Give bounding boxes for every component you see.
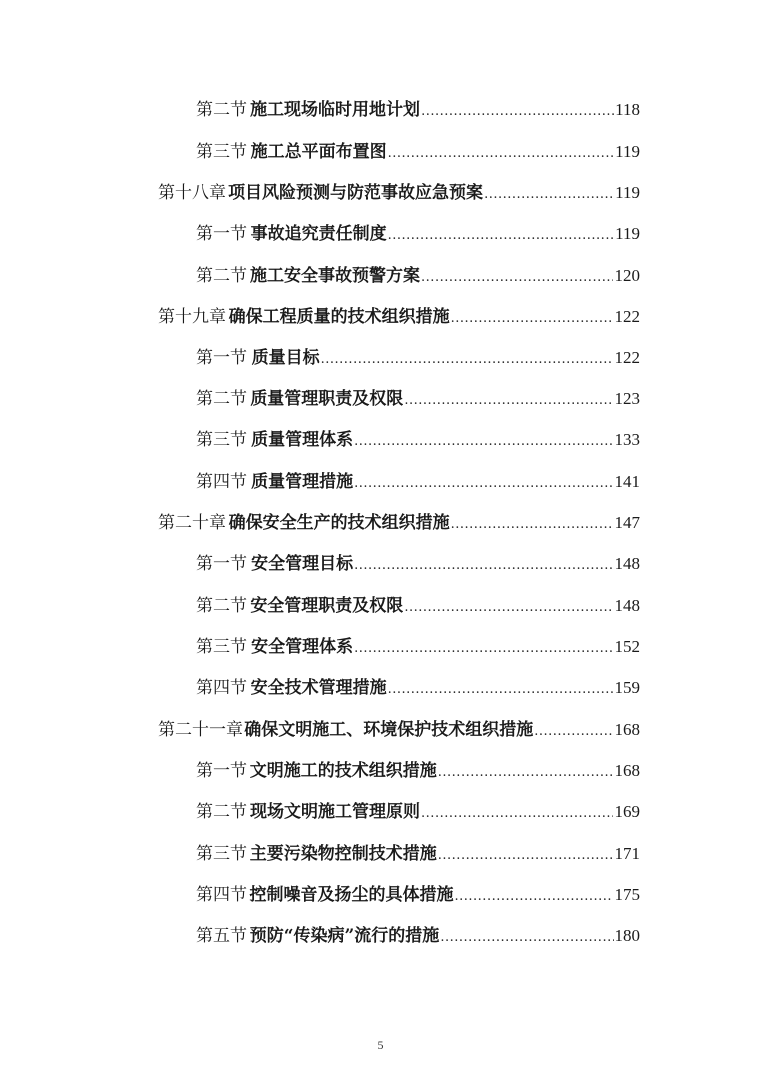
dot-leader <box>438 760 614 786</box>
toc-entry-number: 第三节 <box>196 430 247 450</box>
toc-entry[interactable] <box>196 386 640 412</box>
toc-entry[interactable] <box>196 593 640 619</box>
toc-chapter-entry[interactable] <box>158 304 640 330</box>
toc-entry-page: 169 <box>614 802 640 821</box>
toc-entry[interactable] <box>196 923 640 949</box>
dot-leader <box>484 182 614 208</box>
dot-leader <box>451 306 614 332</box>
toc-entry-number: 第二节 <box>196 100 247 120</box>
toc-entry-number: 第三节 <box>196 142 247 162</box>
dot-leader <box>421 265 613 291</box>
toc-entry-page: 141 <box>614 472 640 491</box>
toc-entry-page: 175 <box>614 885 640 904</box>
toc-entry-page: 180 <box>614 926 640 945</box>
toc-entry-number: 第十八章 <box>158 183 226 203</box>
dot-leader <box>354 429 613 455</box>
dot-leader <box>404 388 613 414</box>
dot-leader <box>451 512 614 538</box>
toc-chapter-entry[interactable] <box>158 717 640 743</box>
dot-leader <box>388 677 614 703</box>
toc-entry[interactable] <box>196 263 640 289</box>
toc-entry-title: 施工现场临时用地计划 <box>250 100 421 120</box>
toc-entry-number: 第一节 <box>196 348 247 368</box>
toc-chapter-entry[interactable] <box>158 510 640 536</box>
toc-entry-number: 第三节 <box>196 844 247 864</box>
toc-entry-page: 122 <box>614 307 640 326</box>
toc-entry-title: 施工总平面布置图 <box>250 142 387 162</box>
toc-entry-page: 159 <box>614 678 640 697</box>
toc-entry-page: 119 <box>615 142 640 161</box>
toc-entry-title: 确保安全生产的技术组织措施 <box>228 513 450 533</box>
page-number: 5 <box>377 1038 384 1052</box>
toc-entry-page: 119 <box>615 183 640 202</box>
toc-entry[interactable] <box>196 758 640 784</box>
toc-entry-number: 第二节 <box>196 802 247 822</box>
toc-entry-page: 119 <box>615 224 640 243</box>
dot-leader <box>534 719 613 745</box>
toc-entry-number: 第二节 <box>196 389 247 409</box>
toc-entry[interactable] <box>196 841 640 867</box>
dot-leader <box>421 801 613 827</box>
dot-leader <box>421 99 614 125</box>
toc-entry-number: 第四节 <box>196 885 247 905</box>
toc-entry-page: 122 <box>614 348 640 367</box>
dot-leader <box>354 471 613 497</box>
toc-entry-page: 148 <box>614 554 640 573</box>
toc-entry-page: 168 <box>614 761 640 780</box>
dot-leader <box>321 347 614 373</box>
dot-leader <box>440 925 613 951</box>
toc-entry-number: 第一节 <box>196 554 247 574</box>
toc-entry-title: 质量目标 <box>251 348 320 368</box>
toc-chapter-entry[interactable] <box>158 180 640 206</box>
toc-entry-number: 第十九章 <box>158 307 226 327</box>
toc-entry-title: 安全管理职责及权限 <box>250 596 404 616</box>
toc-entry-title: 质量管理体系 <box>251 430 354 450</box>
toc-entry-number: 第二节 <box>196 596 247 616</box>
toc-entry-page: 152 <box>614 637 640 656</box>
toc-entry-title: 安全管理体系 <box>251 637 354 657</box>
toc-entry-title: 安全技术管理措施 <box>250 678 387 698</box>
toc-entry-number: 第五节 <box>196 926 247 946</box>
toc-entry-number: 第一节 <box>196 761 247 781</box>
toc-entry[interactable] <box>196 97 640 123</box>
toc-entry-number: 第二十一章 <box>158 720 243 740</box>
toc-entry-page: 120 <box>614 266 640 285</box>
dot-leader <box>404 595 613 621</box>
toc-entry-title: 质量管理措施 <box>251 472 354 492</box>
toc-entry-title: 确保工程质量的技术组织措施 <box>228 307 450 327</box>
dot-leader <box>354 553 613 579</box>
dot-leader <box>354 636 613 662</box>
toc-entry[interactable] <box>196 799 640 825</box>
toc-entry[interactable] <box>196 634 640 660</box>
dot-leader <box>455 884 614 910</box>
toc-entry-title: 预防“传染病”流行的措施 <box>249 926 440 946</box>
toc-entry[interactable] <box>196 882 640 908</box>
dot-leader <box>388 141 615 167</box>
toc-entry[interactable] <box>196 469 640 495</box>
toc-entry-title: 项目风险预测与防范事故应急预案 <box>228 183 484 203</box>
toc-entry-page: 171 <box>614 844 640 863</box>
toc-entry-page: 133 <box>614 430 640 449</box>
toc-entry-page: 168 <box>614 720 640 739</box>
toc-entry-number: 第三节 <box>196 637 247 657</box>
toc-entry[interactable] <box>196 139 640 165</box>
toc-entry-title: 确保文明施工、环境保护技术组织措施 <box>244 720 534 740</box>
toc-entry-title: 主要污染物控制技术措施 <box>249 844 437 864</box>
toc-entry-number: 第二节 <box>196 266 247 286</box>
toc-entry-number: 第二十章 <box>158 513 226 533</box>
toc-entry-title: 质量管理职责及权限 <box>250 389 404 409</box>
dot-leader <box>388 223 615 249</box>
toc-entry-title: 安全管理目标 <box>251 554 354 574</box>
toc-entry-title: 文明施工的技术组织措施 <box>249 761 437 781</box>
toc-entry[interactable] <box>196 345 640 371</box>
toc-entry-title: 事故追究责任制度 <box>250 224 387 244</box>
toc-entry-page: 147 <box>614 513 640 532</box>
dot-leader <box>438 843 614 869</box>
toc-entry-page: 148 <box>614 596 640 615</box>
toc-entry[interactable] <box>196 675 640 701</box>
toc-entry-page: 123 <box>614 389 640 408</box>
toc-entry-page: 118 <box>615 100 640 119</box>
toc-entry-title: 施工安全事故预警方案 <box>250 266 421 286</box>
toc-entry[interactable] <box>196 427 640 453</box>
toc-entry-title: 现场文明施工管理原则 <box>250 802 421 822</box>
toc-entry-number: 第一节 <box>196 224 247 244</box>
toc-entry[interactable] <box>196 551 640 577</box>
toc-entry-number: 第四节 <box>196 472 247 492</box>
toc-entry-number: 第四节 <box>196 678 247 698</box>
toc-entry-title: 控制噪音及扬尘的具体措施 <box>249 885 454 905</box>
toc-entry[interactable] <box>196 221 640 247</box>
